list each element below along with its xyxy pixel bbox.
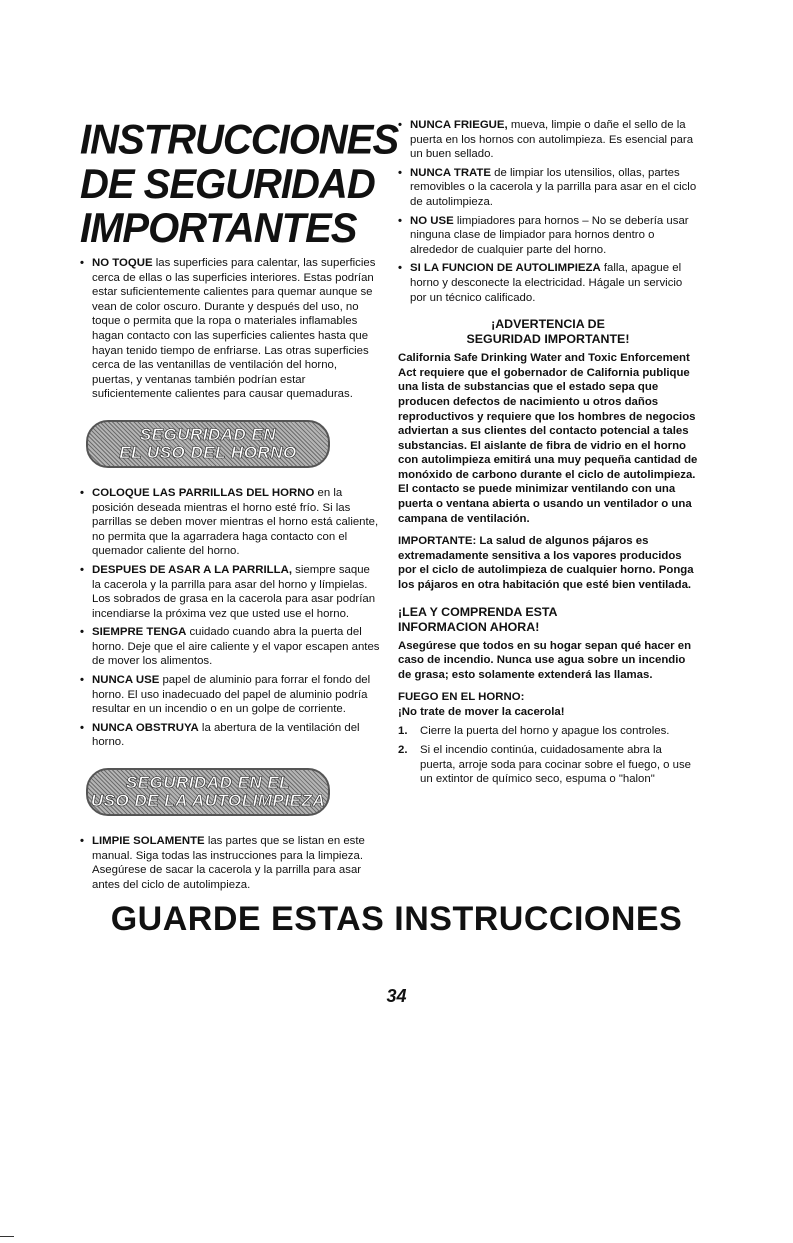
list-item: • SI LA FUNCION DE AUTOLIMPIEZA falla, apague el horno y desconecte la electricidad. Hágale un servicio por un técnico calificado. bbox=[398, 261, 698, 305]
title-line: IMPORTANTES bbox=[80, 205, 357, 252]
list-item: • NUNCA FRIEGUE, mueva, limpie o dañe el sello de la puerta en los hornos con autolimpieza. Es esencial para un buen sellado. bbox=[398, 118, 698, 162]
step-item: 1. Cierre la puerta del horno y apague los controles. bbox=[398, 724, 670, 737]
fire-subheading: ¡No trate de mover la cacerola! bbox=[398, 706, 565, 718]
footer-title: GUARDE ESTAS INSTRUCCIONES bbox=[110, 900, 683, 938]
list-item: • NUNCA TRATE de limpiar los utensilios, ollas, partes removibles o la cacerola y la parrilla para asar en el ciclo de autolimpieza. bbox=[398, 166, 698, 210]
read-text: Asegúrese que todos en su hogar sepan qué hacer en caso de incendio. Nunca use agua sobre un incendio de grasa; esto solamente extenderá las llamas. bbox=[398, 639, 692, 681]
list-item: • NO USE limpiadores para hornos – No se debería usar ninguna clase de limpiador para hornos dentro o alrededor de cualquier parte del horno. bbox=[398, 214, 698, 258]
section-banner-self-clean: SEGURIDAD EN EL USO DE LA AUTOLIMPIEZA bbox=[86, 768, 330, 816]
title-line: DE SEGURIDAD bbox=[80, 161, 375, 208]
list-item: • NO TOQUE las superficies para calentar, las superficies cerca de ellas o las superficies interiores. Estas podrían estar suficientemente calientes para quemar aunque se vean de color oscuro. Durante y después del uso, no toque o permita que la ropa o materiales inflamables hagan contacto con las superficies calientes hasta que hayan tenido tiempo de enfriarse. Las otras superficies cerca de las ventanillas de ventilación del horno, puertas, y ventanas también podrían estar suficientemente calientes para causar quemaduras. bbox=[80, 256, 380, 402]
warning-heading: ¡ADVERTENCIA DE SEGURIDAD IMPORTANTE! bbox=[466, 317, 630, 347]
oven-use-list bbox=[80, 486, 380, 750]
list-item: • DESPUES DE ASAR A LA PARRILLA, siempre saque la cacerola y la parrilla para asar del horno y límpielas. Los sobrados de grasa en la cacerola para asar podrían incendiarse la próxima vez que usted use el horno. bbox=[80, 563, 380, 621]
general-safety-list bbox=[80, 256, 380, 402]
right-column bbox=[398, 118, 698, 792]
list-item: • NUNCA OBSTRUYA la abertura de la ventilación del horno. bbox=[80, 721, 380, 750]
title-line: INSTRUCCIONES bbox=[80, 116, 399, 164]
step-item: 2. Si el incendio continúa, cuidadosamente abra la puerta, arroje soda para cocinar sobre el fuego, o use un extintor de químico seco, espuma o "halon" bbox=[398, 744, 692, 786]
list-item: • NUNCA USE papel de aluminio para forrar el fondo del horno. El uso inadecuado del papel de aluminio podría resultar en un incendio o en un golpe de corriente. bbox=[80, 673, 380, 717]
list-item: • SIEMPRE TENGA cuidado cuando abra la puerta del horno. Deje que el aire caliente y el vapor escapen antes de mover los alimentos. bbox=[80, 625, 380, 669]
important-note: IMPORTANTE: La salud de algunos pájaros es extremadamente sensitiva a los vapores producidos por el ciclo de autolimpieza de cualquier horno. Ponga los pájaros en otra habitación que esté bien ventilada. bbox=[398, 535, 694, 592]
list-item: • COLOQUE LAS PARRILLAS DEL HORNO en la posición deseada mientras el horno esté frío. Si las parrillas se deben mover mientras el horno está caliente, no permita que la agarradera haga contacto con el quemador caliente del horno. bbox=[80, 486, 380, 559]
page-number: 34 bbox=[386, 986, 407, 1006]
self-clean-list bbox=[80, 834, 380, 892]
warning-text: California Safe Drinking Water and Toxic Enforcement Act requiere que el gobernador de California publique una lista de substancias que el estado sepa que producen defectos de nacimiento u otros daños reproductivos y requiere que los hombres de negocios adviertan a sus clientes del contacto potencial a tales substancias. El aislante de fibra de vidrio en el horno con autolimpieza emitirá una muy pequeña cantidad de monóxido de carbono durante el ciclo de autolimpieza. El contacto se puede minimizar ventilando con una puerta o ventana abierta o usando un ventilador o una campana de ventilación. bbox=[398, 352, 698, 525]
list-item: • LIMPIE SOLAMENTE las partes que se listan en este manual. Siga todas las instrucciones para la limpieza. Asegúrese de sacar la cacerola y la parrilla para asar antes del ciclo de autolimpieza. bbox=[80, 834, 380, 892]
left-column bbox=[80, 116, 399, 896]
read-heading: ¡LEA Y COMPRENDA ESTA INFORMACION AHORA! bbox=[398, 604, 558, 634]
section-banner-oven-use: SEGURIDAD EN EL USO DEL HORNO bbox=[86, 420, 330, 468]
fire-heading: FUEGO EN EL HORNO: bbox=[398, 691, 525, 704]
page-title bbox=[80, 116, 399, 252]
self-clean-list-continued bbox=[398, 118, 698, 305]
fire-steps bbox=[398, 724, 698, 787]
scan-edge-mark bbox=[0, 1236, 14, 1237]
